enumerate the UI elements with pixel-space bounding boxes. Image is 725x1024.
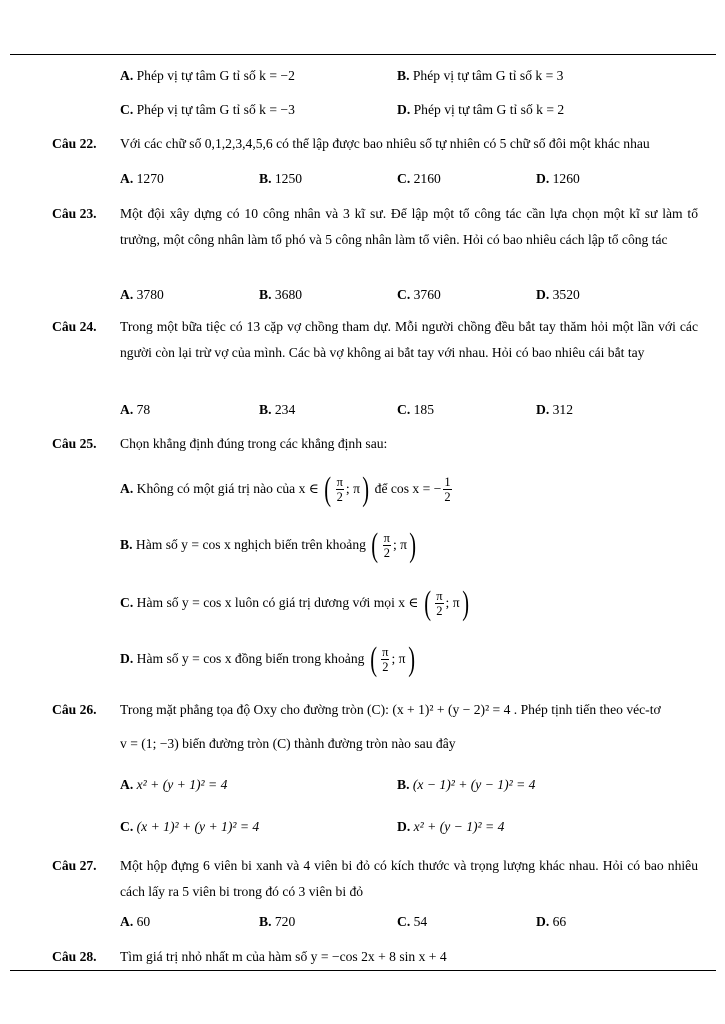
option-d <box>536 286 580 304</box>
option-c <box>397 401 434 419</box>
frac-num: 1 <box>444 475 451 490</box>
option-a <box>120 470 454 508</box>
option-label: C. <box>397 171 411 186</box>
question-text: Trong một bữa tiệc có 13 cặp vợ chồng tham dự. Mỗi người chồng đều bắt tay thăm hỏi một lần với các người còn lại trừ vợ của mình. Các bà vợ không ai bắt tay với nhau. Hỏi có bao nhiêu cái bắt tay <box>120 319 698 360</box>
frac-den: 2 <box>383 546 390 561</box>
option-label: D. <box>397 819 411 834</box>
option-d <box>397 101 564 119</box>
right-paren: ) <box>407 640 415 678</box>
question-number: Câu 23. <box>52 206 97 221</box>
option-a <box>120 67 295 85</box>
option-label: A. <box>120 171 134 186</box>
question-number: Câu 25. <box>52 436 97 451</box>
question-number: Câu 26. <box>52 702 97 717</box>
option-text: 1250 <box>274 171 303 186</box>
option-c <box>120 101 295 119</box>
option-label: D. <box>536 914 550 929</box>
right-paren: ) <box>362 470 369 508</box>
option-label: C. <box>120 595 134 610</box>
option-a <box>120 776 227 794</box>
option-label: B. <box>259 402 272 417</box>
frac-den: 2 <box>336 490 343 505</box>
option-label: B. <box>397 777 410 792</box>
option-c <box>397 170 441 188</box>
value-fraction <box>443 475 451 504</box>
bottom-rule <box>10 970 716 971</box>
option-label: C. <box>120 819 134 834</box>
interval-tail: ; π <box>445 595 460 610</box>
option-text: (x − 1)² + (y − 1)² = 4 <box>412 777 536 792</box>
option-label: C. <box>397 402 411 417</box>
option-text: (x + 1)² + (y + 1)² = 4 <box>136 819 260 834</box>
option-text: Phép vị tự tâm G tỉ số k = −3 <box>136 102 295 117</box>
option-text: Hàm số y = cos x nghịch biến trên khoảng <box>135 537 366 552</box>
option-label: D. <box>397 102 411 117</box>
option-c <box>397 286 441 304</box>
option-b <box>259 913 295 931</box>
left-paren: ( <box>324 470 332 508</box>
option-label: A. <box>120 914 134 929</box>
question-text: Chọn khẳng định đúng trong các khẳng định sau: <box>120 436 388 451</box>
frac-den: 2 <box>382 660 389 675</box>
interval-fraction <box>336 475 344 504</box>
option-text: 185 <box>413 402 435 417</box>
option-text: 2160 <box>413 171 441 186</box>
option-b <box>397 67 563 85</box>
option-text: 312 <box>552 402 574 417</box>
option-text: Phép vị tự tâm G tỉ số k = −2 <box>136 68 295 83</box>
interval-fraction <box>383 531 391 560</box>
option-label: A. <box>120 68 134 83</box>
option-text: Phép vị tự tâm G tỉ số k = 2 <box>413 102 565 117</box>
option-a <box>120 913 150 931</box>
option-label: A. <box>120 777 134 792</box>
option-text: 54 <box>413 914 428 929</box>
interval-tail: ; π <box>391 651 406 666</box>
option-d <box>536 170 580 188</box>
question-text-line1: Trong mặt phẳng tọa độ Oxy cho đường tròn (C): (x + 1)² + (y − 2)² = 4 . Phép tịnh tiến theo véc-tơ <box>120 702 661 717</box>
option-d <box>397 818 504 836</box>
option-a <box>120 286 164 304</box>
question-text: Tìm giá trị nhỏ nhất m của hàm số y = −cos 2x + 8 sin x + 4 <box>120 949 447 964</box>
question-text: Một đội xây dựng có 10 công nhân và 3 kĩ sư. Để lập một tổ công tác cần lựa chọn một kĩ sư làm tổ trưởng, một công nhân làm tổ phó và 5 công nhân làm tổ viên. Hỏi có bao nhiêu cách lập tổ công tác <box>120 206 698 247</box>
option-label: C. <box>397 287 411 302</box>
question-number: Câu 28. <box>52 949 97 964</box>
left-paren: ( <box>424 584 431 622</box>
right-paren: ) <box>409 526 417 564</box>
option-label: A. <box>120 287 134 302</box>
option-label: D. <box>536 171 550 186</box>
interval-tail: ; π <box>345 481 360 496</box>
question-number: Câu 27. <box>52 858 97 873</box>
question-text: Một hộp đựng 6 viên bi xanh và 4 viên bi đỏ có kích thước và trọng lượng khác nhau. Hỏi có bao nhiêu cách lấy ra 5 viên bi trong đó có 3 viên bi đỏ <box>120 858 698 899</box>
option-text: 1260 <box>552 171 580 186</box>
option-text: Không có một giá trị nào của x ∈ <box>136 481 319 496</box>
left-paren: ( <box>371 526 379 564</box>
option-b <box>397 776 535 794</box>
option-text-mid: để cos x = − <box>374 481 442 496</box>
option-label: D. <box>536 287 550 302</box>
option-label: A. <box>120 402 134 417</box>
frac-den: 2 <box>436 604 443 619</box>
interval-tail: ; π <box>392 537 408 552</box>
option-text: 3680 <box>274 287 303 302</box>
option-text: 1270 <box>136 171 164 186</box>
option-d <box>536 913 566 931</box>
option-text: x² + (y + 1)² = 4 <box>136 777 228 792</box>
frac-den: 2 <box>444 490 451 505</box>
question-text-line2: v = (1; −3) biến đường tròn (C) thành đường tròn nào sau đây <box>120 736 456 751</box>
option-label: B. <box>259 287 272 302</box>
option-d <box>120 640 417 678</box>
interval-fraction <box>435 589 443 618</box>
option-text: 720 <box>274 914 296 929</box>
option-b <box>259 401 295 419</box>
frac-num: π <box>382 645 389 660</box>
option-b <box>259 170 302 188</box>
option-b <box>259 286 302 304</box>
frac-num: π <box>336 475 343 490</box>
option-b <box>120 526 418 564</box>
option-c <box>397 913 427 931</box>
option-text: Hàm số y = cos x luôn có giá trị dương với mọi x ∈ <box>136 595 419 610</box>
option-text: 3520 <box>552 287 580 302</box>
option-label: B. <box>397 68 410 83</box>
option-text: 3760 <box>413 287 441 302</box>
option-label: B. <box>259 171 272 186</box>
interval-fraction <box>381 645 389 674</box>
option-text: x² + (y − 1)² = 4 <box>413 819 505 834</box>
option-d <box>536 401 573 419</box>
option-text: 78 <box>136 402 151 417</box>
option-text: 234 <box>274 402 296 417</box>
option-label: B. <box>259 914 272 929</box>
question-text: Với các chữ số 0,1,2,3,4,5,6 có thể lập được bao nhiêu số tự nhiên có 5 chữ số đôi một khác nhau <box>120 136 650 151</box>
left-paren: ( <box>370 640 377 678</box>
option-label: C. <box>120 102 134 117</box>
option-label: D. <box>536 402 550 417</box>
option-c <box>120 584 471 622</box>
option-label: B. <box>120 537 133 552</box>
option-label: C. <box>397 914 411 929</box>
top-rule <box>10 54 716 55</box>
option-a <box>120 401 150 419</box>
option-text: 3780 <box>136 287 164 302</box>
option-text: 60 <box>136 914 151 929</box>
frac-num: π <box>383 531 390 546</box>
question-number: Câu 22. <box>52 136 97 151</box>
option-text: Phép vị tự tâm G tỉ số k = 3 <box>412 68 564 83</box>
option-a <box>120 170 164 188</box>
option-label: A. <box>120 481 134 496</box>
option-c <box>120 818 259 836</box>
right-paren: ) <box>461 584 469 622</box>
option-label: D. <box>120 651 134 666</box>
option-text: 66 <box>552 914 567 929</box>
frac-num: π <box>436 589 443 604</box>
option-text: Hàm số y = cos x đồng biến trong khoảng <box>136 651 365 666</box>
question-number: Câu 24. <box>52 319 97 334</box>
